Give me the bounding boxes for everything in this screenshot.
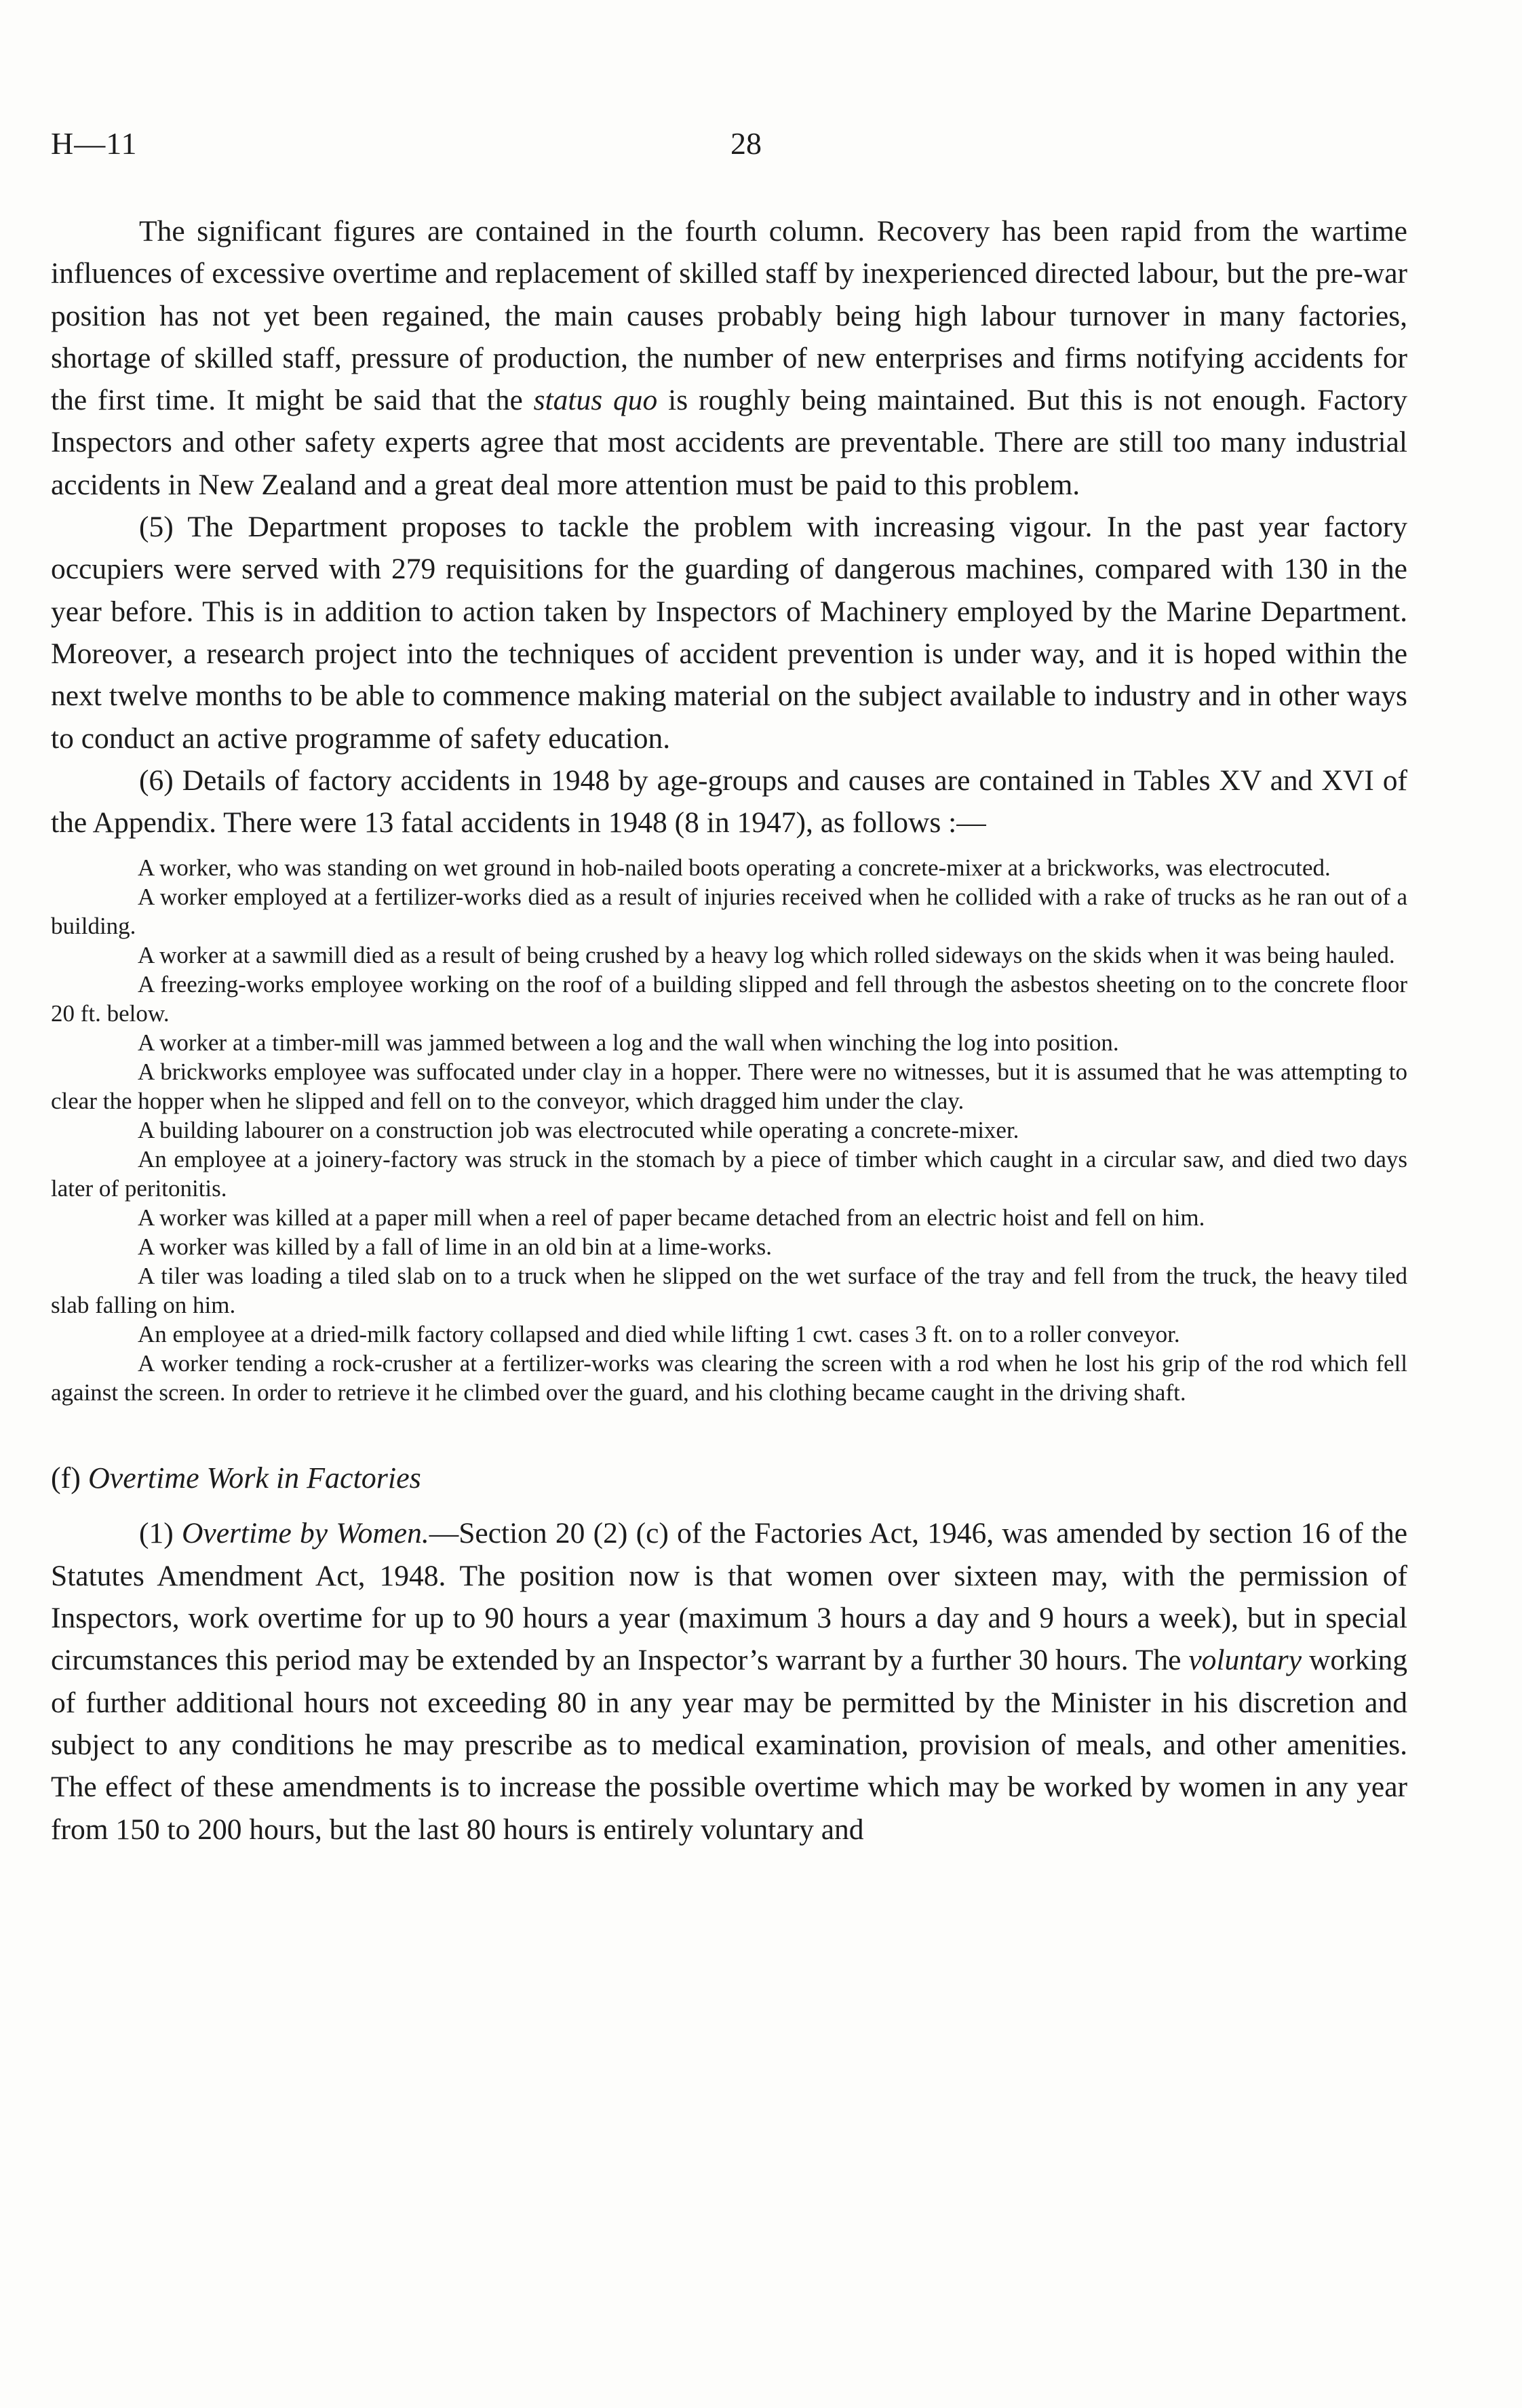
accident-item: A worker, who was standing on wet ground in hob-nailed boots operating a concrete-mixer at a brickworks, was electrocuted. [138,854,1331,882]
body-text [51,210,1407,1851]
accident-item: A worker was killed by a fall of lime in an old bin at a lime-works. [138,1233,773,1261]
accident-item: A worker employed at a fertilizer-works died as a result of injuries received when he collided with a rake of trucks as he ran out of a building. [51,884,1407,940]
document-id: H—11 [51,126,138,161]
fatal-accidents-list [51,853,1407,1407]
accident-item: An employee at a joinery-factory was struck in the stomach by a piece of timber which caught in a circular saw, and died two days later of peritonitis. [51,1146,1407,1202]
accident-item: A worker at a sawmill died as a result of being crushed by a heavy log which rolled sideways on the skids when it was being hauled. [138,942,1395,969]
page-header [51,125,1407,190]
accident-item: An employee at a dried-milk factory collapsed and died while lifting 1 cwt. cases 3 ft. on to a roller conveyor. [138,1321,1180,1348]
subheading-overtime-by-women: Overtime by Women. [181,1517,429,1550]
document-page [51,125,1407,1851]
accident-item: A worker tending a rock-crusher at a fertilizer-works was clearing the screen with a rod when he lost his grip of the rod which fell against the screen. In order to retrieve it he climbed over the guard, and his clothing became caught in the driving shaft. [51,1350,1407,1406]
paragraph-6: (6) Details of factory accidents in 1948 by age-groups and causes are contained in Tables XV and XVI of the Appendix. There were 13 fatal accidents in 1948 (8 in 1947), as follows :— [51,764,1407,840]
paragraph-intro: The significant figures are contained in the fourth column. Recovery has been rapid from the wartime influences of excessive overtime and replacement of skilled staff by inexperienced directed labour, but the pre-war position has not yet been regained, the main causes probably being high labour turnover in many factories, shortage of skilled staff, pressure of production, the number of new enterprises and firms notifying accidents for the first time. It might be said that the status quo is roughly being maintained. But this is not enough. Factory Inspectors and other safety experts agree that most accidents are preventable. There are still too many industrial accidents in New Zealand and a great deal more attention must be paid to this problem. [51,215,1408,501]
accident-item: A worker at a timber-mill was jammed between a log and the wall when winching the log into position. [138,1029,1119,1057]
paragraph-f1: (1) Overtime by Women.—Section 20 (2) (c) of the Factories Act, 1946, was amended by section 16 of the Statutes Amendment Act, 1948. The position now is that women over sixteen may, with the permission of Inspectors, work overtime for up to 90 hours a year (maximum 3 hours a day and 9 hours a week), but in special circumstances this period may be extended by an Inspector’s warrant by a further 30 hours. The voluntary working of further additional hours not exceeding 80 in any year may be permitted by the Minister in his discretion and subject to any conditions he may prescribe as to medical examination, provision of meals, and other amenities. The effect of these amendments is to increase the possible overtime which may be worked by women in any year from 150 to 200 hours, but the last 80 hours is entirely voluntary and [51,1517,1408,1846]
accident-item: A freezing-works employee working on the roof of a building slipped and fell through the asbestos sheeting on to the concrete floor 20 ft. below. [51,971,1407,1027]
accident-item: A worker was killed at a paper mill when a reel of paper became detached from an electric hoist and fell on him. [138,1204,1205,1231]
accident-item: A building labourer on a construction job was electrocuted while operating a concrete-mixer. [138,1117,1019,1144]
section-heading-f: (f) Overtime Work in Factories [51,1461,421,1495]
accident-item: A tiler was loading a tiled slab on to a truck when he slipped on the wet surface of the tray and fell from the truck, the heavy tiled slab falling on him. [51,1263,1407,1319]
paragraph-5: (5) The Department proposes to tackle the problem with increasing vigour. In the past year factory occupiers were served with 279 requisitions for the guarding of dangerous machines, compared with 130 in the year before. This is in addition to action taken by Inspectors of Machinery employed by the Marine Department. Moreover, a research project into the techniques of accident prevention is under way, and it is hoped within the next twelve months to be able to commence making material on the subject available to industry and in other ways to conduct an active programme of safety education. [51,511,1407,755]
accident-item: A brickworks employee was suffocated under clay in a hopper. There were no witnesses, but it is assumed that he was attempting to clear the hopper when he slipped and fell on to the conveyor, which dragged him under the clay. [51,1059,1407,1115]
page-number: 28 [730,126,762,161]
